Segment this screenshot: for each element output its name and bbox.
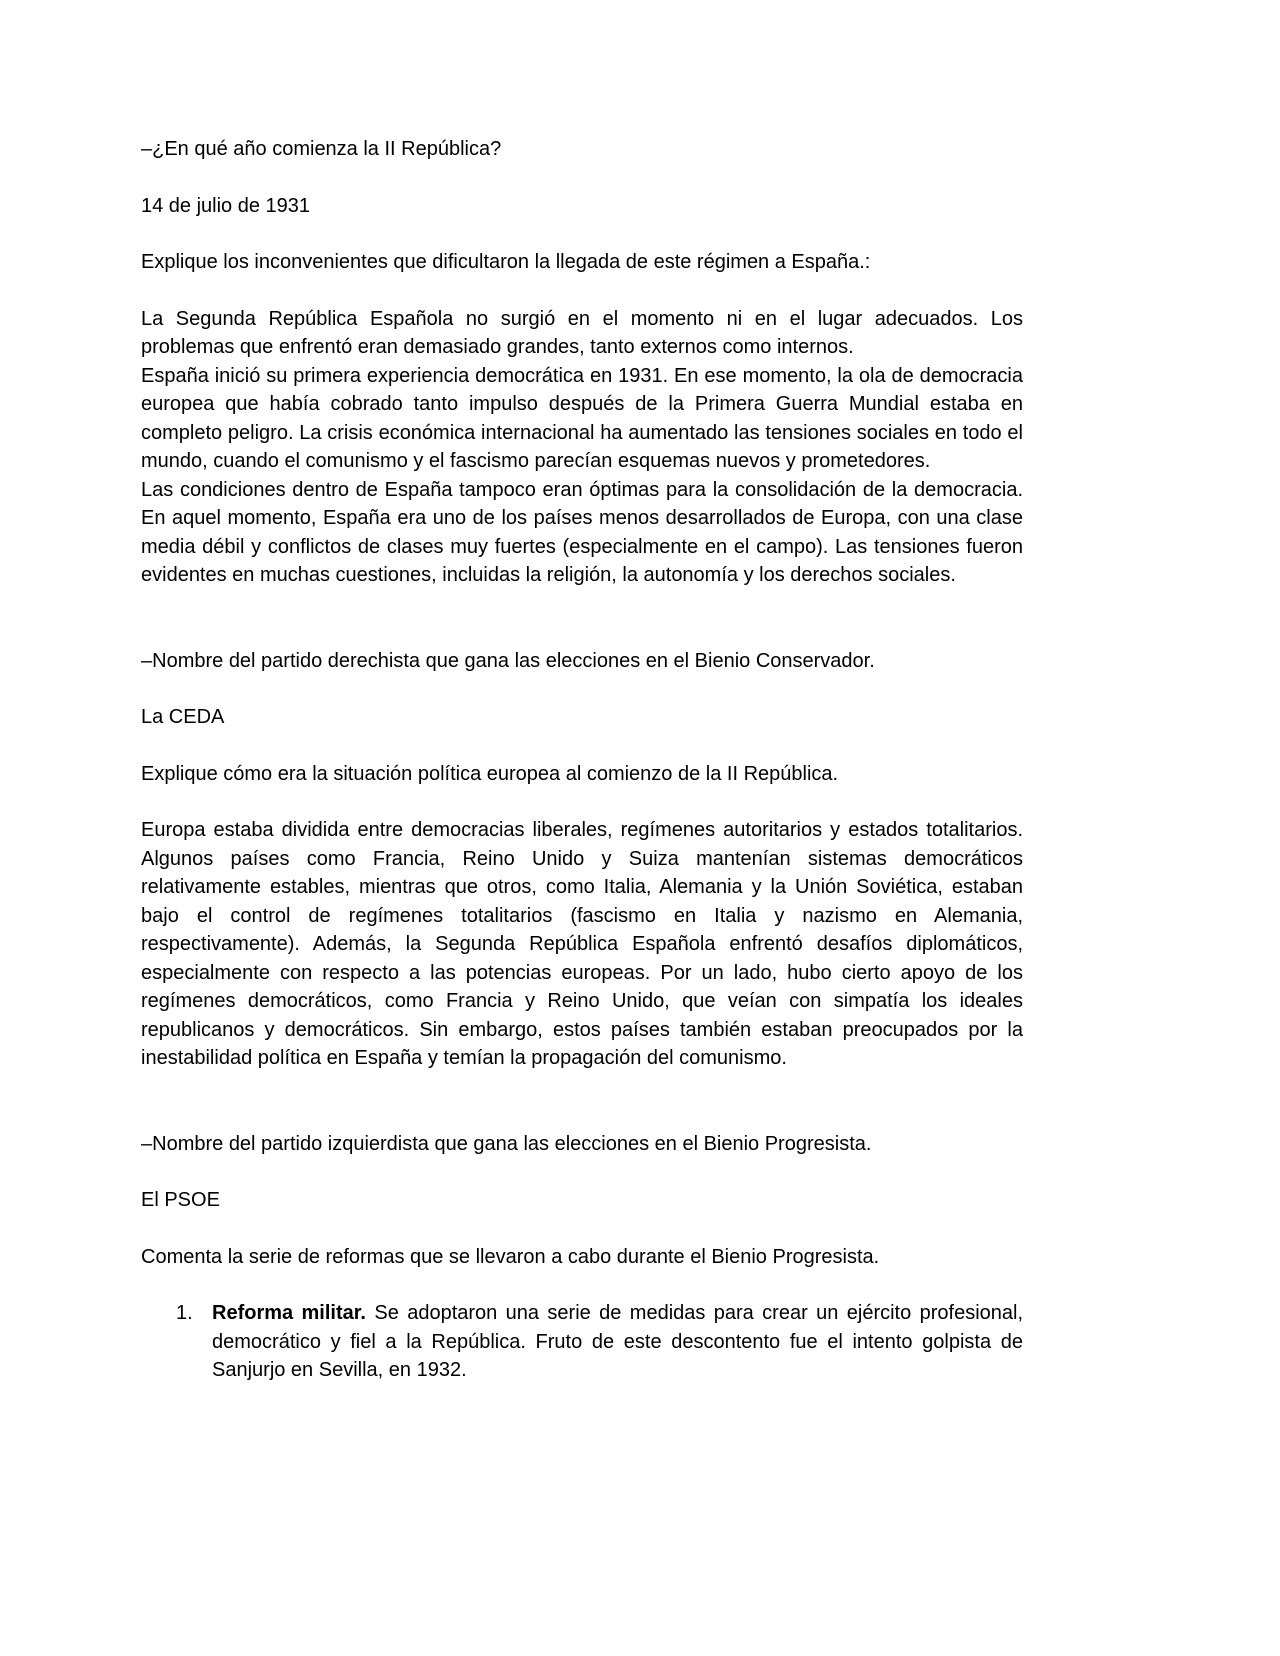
question-start-year: –¿En qué año comienza la II República? [141, 138, 502, 160]
answer-obstacles-paragraph: Las condiciones dentro de España tampoco eran óptimas para la consolidación de la democracia. En aquel momento, España era uno de los países menos desarrollados de Europa, con una clase media débil y conflictos de clases muy fuertes (especialmente en el campo). Las tensiones fueron evidentes en muchas cuestiones, incluidas la religión, la autonomía y los derechos sociales. [141, 478, 1023, 586]
question-right-party: –Nombre del partido derechista que gana las elecciones en el Bienio Conservador. [141, 649, 875, 672]
reforms-list [141, 1299, 1023, 1385]
list-item-number: 1. [176, 1302, 193, 1324]
question-obstacles: Explique los inconvenientes que dificultaron la llegada de este régimen a España.: [141, 251, 871, 273]
answer-european-situation: Europa estaba dividida entre democracias liberales, regímenes autoritarios y estados totalitarios. Algunos países como Francia, Reino Unido y Suiza mantenían sistemas democráticos relativamente estables, mientras que otros, como Italia, Alemania y la Unión Soviética, estaban bajo el control de regímenes totalitarios (fascismo en Italia y nazismo en Alemania, respectivamente). Además, la Segunda República Española enfrentó desafíos diplomáticos, especialmente con respecto a las potencias europeas. Por un lado, hubo cierto apoyo de los regímenes democráticos, como Francia y Reino Unido, que veían con simpatía los ideales republicanos y democráticos. Sin embargo, estos países también estaban preocupados por la inestabilidad política en España y temían la propagación del comunismo. [141, 819, 1023, 1069]
answer-start-year: 14 de julio de 1931 [141, 194, 311, 217]
answer-obstacles-paragraph: La Segunda República Española no surgió en el momento ni en el lugar adecuados. Los problemas que enfrentó eran demasiado grandes, tanto externos como internos. [141, 307, 1023, 358]
question-reforms: Comenta la serie de reformas que se llevaron a cabo durante el Bienio Progresista. [141, 1245, 880, 1268]
list-item-body [212, 1299, 1023, 1385]
list-item [141, 1299, 1023, 1385]
reform-title: Reforma militar. [212, 1302, 366, 1324]
document-body [141, 135, 1023, 1385]
answer-obstacles-paragraph: España inició su primera experiencia democrática en 1931. En ese momento, la ola de democracia europea que había cobrado tanto impulso después de la Primera Guerra Mundial estaba en completo peligro. La crisis económica internacional ha aumentado las tensiones sociales en todo el mundo, cuando el comunismo y el fascismo parecían esquemas nuevos y prometedores. [141, 364, 1023, 472]
reform-text: Se adoptaron una serie de medidas para crear un ejército profesional, democrático y fiel a la República. Fruto de este descontento fue el intento golpista de Sanjurjo en Sevilla, en 1932. [212, 1302, 1024, 1381]
answer-left-party: El PSOE [141, 1189, 220, 1211]
question-european-situation: Explique cómo era la situación política europea al comienzo de la II República. [141, 762, 839, 785]
question-left-party: –Nombre del partido izquierdista que gana las elecciones en el Bienio Progresista. [141, 1132, 872, 1155]
answer-right-party: La CEDA [141, 706, 225, 728]
